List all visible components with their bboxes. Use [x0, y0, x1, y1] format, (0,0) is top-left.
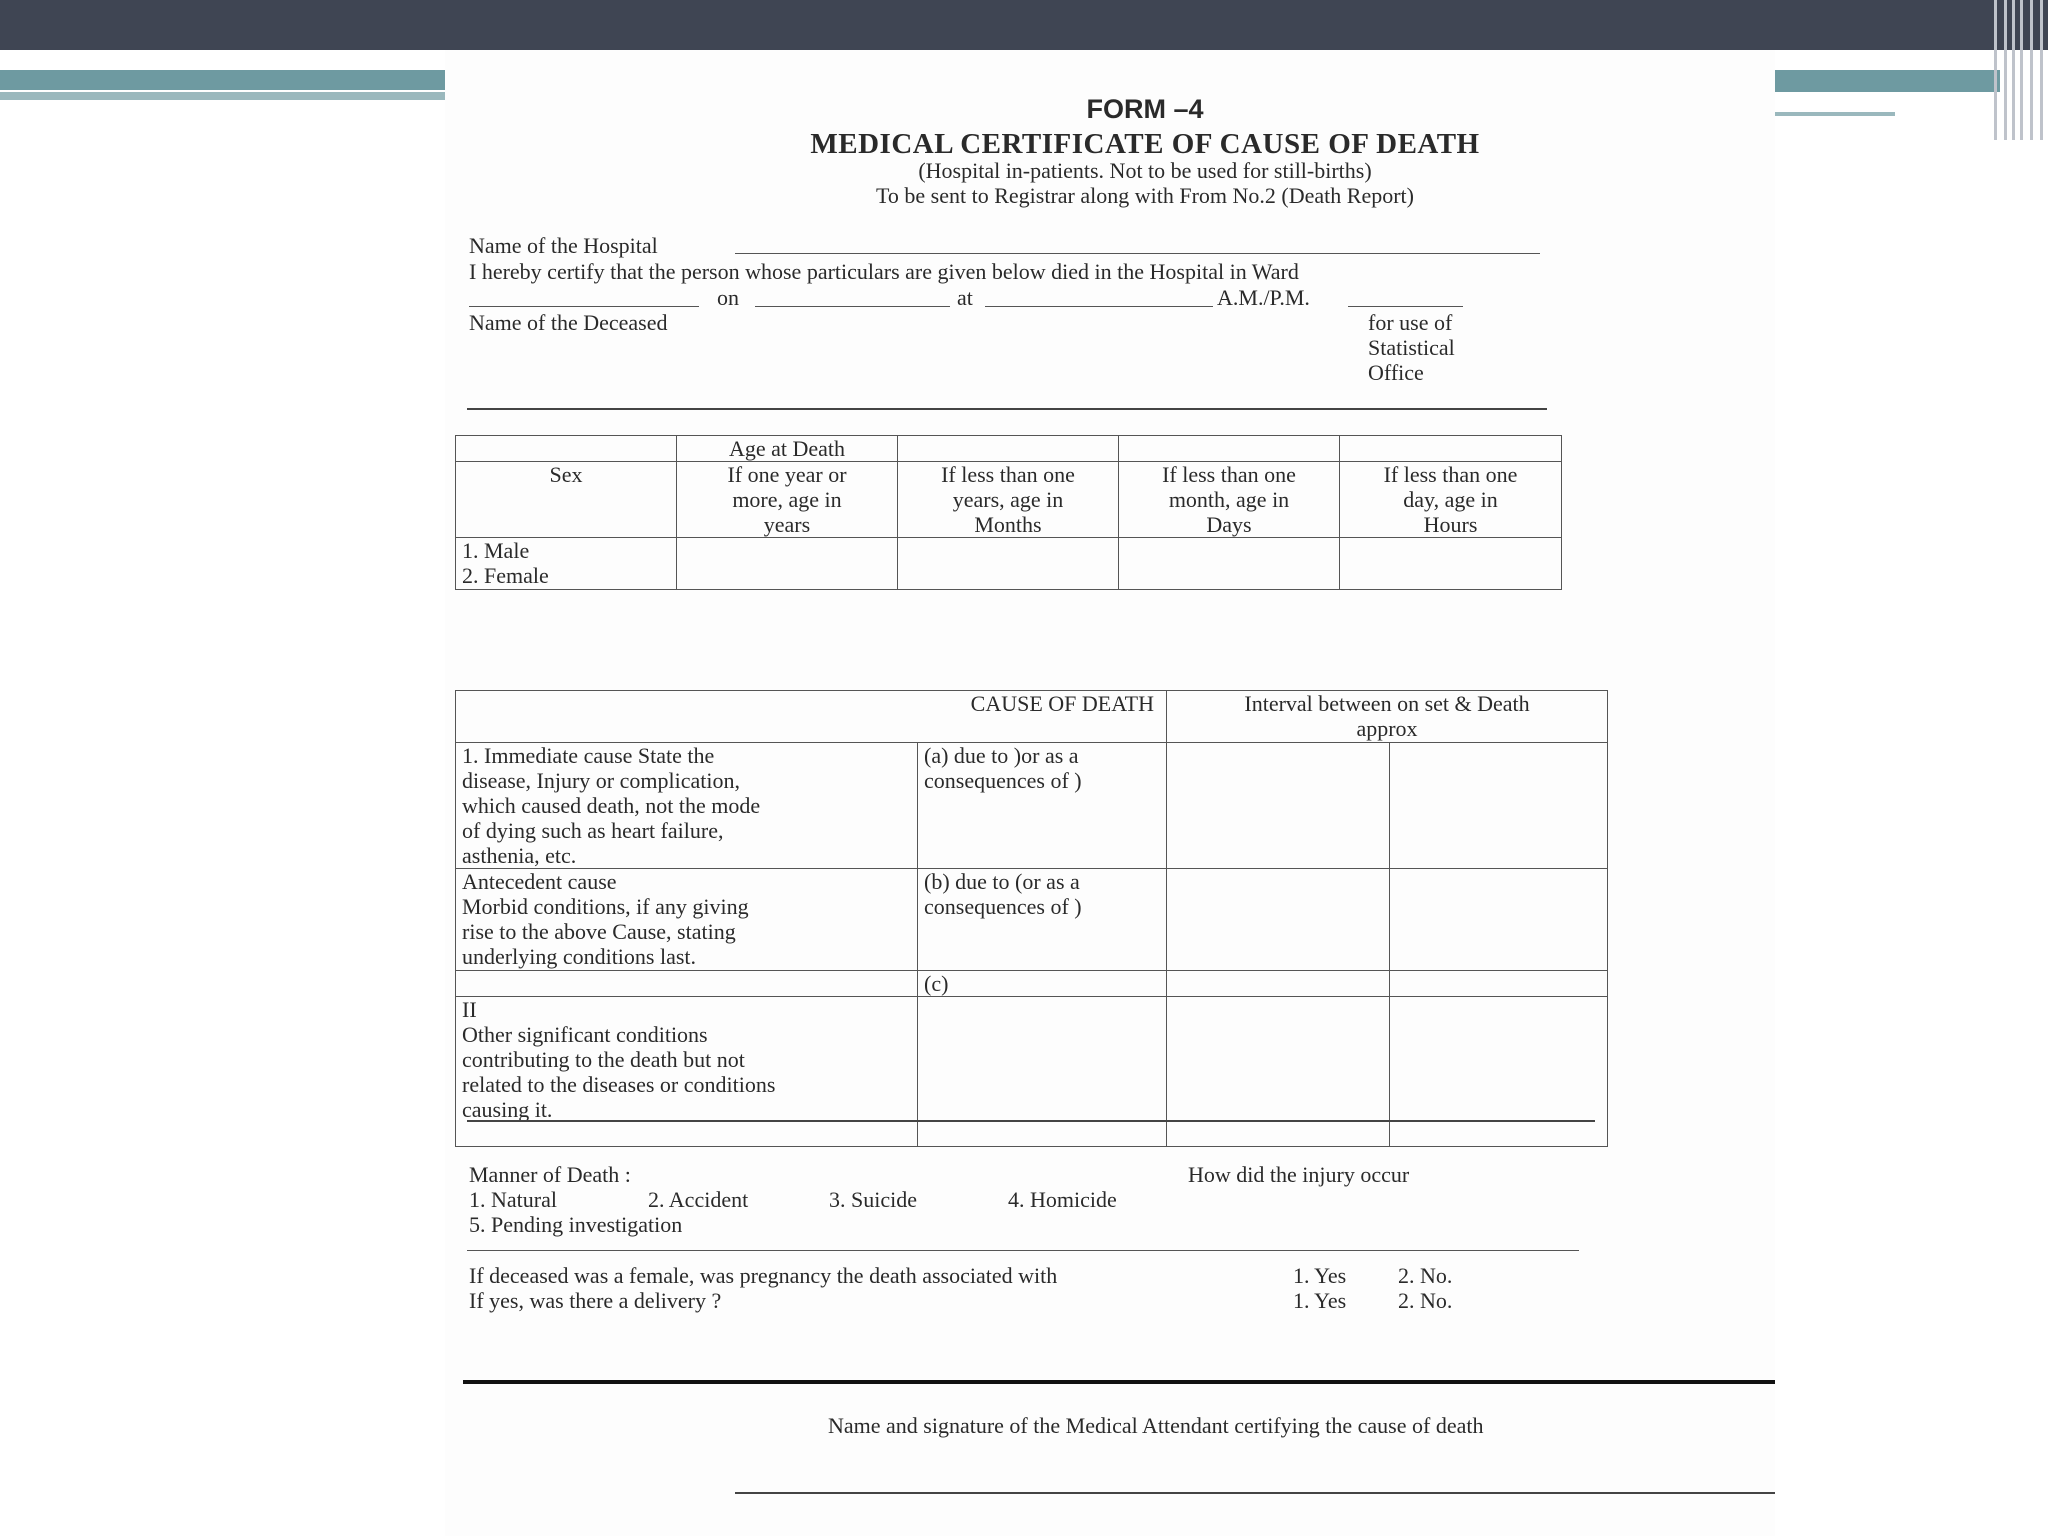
manner-option-homicide[interactable]: 4. Homicide	[1008, 1187, 1117, 1212]
delivery-no-option[interactable]: 2. No.	[1398, 1288, 1453, 1313]
interval-c-field[interactable]	[1167, 971, 1390, 997]
signature-field[interactable]	[735, 1492, 1775, 1494]
age-years-field[interactable]	[677, 538, 898, 590]
due-to-b-field[interactable]: (b) due to (or as a consequences of )	[918, 869, 1167, 971]
pregnancy-question: If deceased was a female, was pregnancy the death associated with	[469, 1263, 1058, 1288]
age-days-field[interactable]	[1119, 538, 1340, 590]
deceased-name-field[interactable]	[467, 408, 1547, 410]
due-to-a-field[interactable]: (a) due to )or as a consequences of )	[918, 743, 1167, 869]
interval-b-extra-field[interactable]	[1390, 869, 1608, 971]
ampm-field[interactable]	[1348, 306, 1463, 307]
pregnancy-no-option[interactable]: 2. No.	[1398, 1263, 1453, 1288]
form-subtitle: (Hospital in-patients. Not to be used for still-births)	[918, 158, 1372, 183]
stat-office-line-1: for use of	[1368, 310, 1453, 335]
stat-office-line-3: Office	[1368, 360, 1424, 385]
form-title: MEDICAL CERTIFICATE OF CAUSE OF DEATH	[810, 128, 1480, 160]
immediate-cause-label: 1. Immediate cause State the disease, Injury or complication, which caused death, not the mode of dying such as heart failure, asthenia, etc.	[456, 743, 918, 869]
on-label: on	[717, 285, 739, 310]
delivery-question: If yes, was there a delivery ?	[469, 1288, 722, 1313]
pregnancy-yes-option[interactable]: 1. Yes	[1293, 1263, 1347, 1288]
cause-of-death-header: CAUSE OF DEATH	[456, 691, 1167, 743]
hospital-name-label: Name of the Hospital	[469, 233, 658, 258]
manner-option-pending[interactable]: 5. Pending investigation	[469, 1212, 683, 1237]
age-at-death-table	[455, 435, 1562, 590]
col-header-days: If less than one month, age in Days	[1119, 462, 1340, 538]
injury-occur-label: How did the injury occur	[1188, 1162, 1410, 1187]
hospital-name-field[interactable]	[735, 253, 1540, 254]
sex-option-male: 1. Male	[462, 538, 530, 563]
other-interval-field[interactable]	[1167, 997, 1390, 1147]
date-field[interactable]	[755, 306, 950, 307]
other-conditions-label: II Other significant conditions contributing to the death but not related to the diseases or conditions causing it.	[456, 997, 918, 1147]
certify-text: I hereby certify that the person whose particulars are given below died in the Hospital in Ward	[469, 259, 1299, 284]
signature-rule-top	[463, 1380, 1775, 1384]
age-months-field[interactable]	[898, 538, 1119, 590]
form-page	[445, 50, 1775, 1536]
signature-label: Name and signature of the Medical Attendant certifying the cause of death	[828, 1413, 1484, 1438]
sex-header: Sex	[456, 462, 677, 538]
slide-accent-bar-left	[0, 70, 445, 90]
manner-option-accident[interactable]: 2. Accident	[648, 1187, 749, 1212]
delivery-yes-option[interactable]: 1. Yes	[1293, 1288, 1347, 1313]
interval-c-extra-field[interactable]	[1390, 971, 1608, 997]
section-divider	[467, 1120, 1595, 1122]
time-field[interactable]	[985, 306, 1213, 307]
form-number: FORM –4	[1086, 94, 1204, 124]
ampm-label: A.M./P.M.	[1217, 285, 1310, 310]
slide-decorative-stripes	[1990, 0, 2048, 140]
interval-b-field[interactable]	[1167, 869, 1390, 971]
other-conditions-field[interactable]	[918, 997, 1167, 1147]
slide-accent-bar-right	[1775, 70, 2000, 92]
manner-option-suicide[interactable]: 3. Suicide	[829, 1187, 917, 1212]
deceased-name-label: Name of the Deceased	[469, 310, 668, 335]
slide-accent-line-left	[0, 92, 445, 100]
age-header-empty-cell	[456, 436, 677, 462]
manner-option-natural[interactable]: 1. Natural	[469, 1187, 557, 1212]
injury-description-field[interactable]	[467, 1250, 1579, 1251]
age-hours-field[interactable]	[1340, 538, 1562, 590]
stat-office-line-2: Statistical	[1368, 335, 1455, 360]
interval-header: Interval between on set & Death approx	[1167, 691, 1608, 743]
other-interval-extra-field[interactable]	[1390, 997, 1608, 1147]
age-at-death-header: Age at Death	[677, 436, 898, 462]
due-to-c-field[interactable]: (c)	[918, 971, 1167, 997]
sex-options-cell[interactable]	[456, 538, 677, 590]
slide-top-bar	[0, 0, 2048, 50]
interval-a-extra-field[interactable]	[1390, 743, 1608, 869]
at-label: at	[957, 285, 973, 310]
ward-field[interactable]	[469, 306, 699, 307]
col-header-years: If one year or more, age in years	[677, 462, 898, 538]
cause-of-death-table	[455, 690, 1608, 1147]
sex-option-female: 2. Female	[462, 563, 549, 588]
col-header-months: If less than one years, age in Months	[898, 462, 1119, 538]
interval-a-field[interactable]	[1167, 743, 1390, 869]
col-header-hours: If less than one day, age in Hours	[1340, 462, 1562, 538]
manner-of-death-label: Manner of Death :	[469, 1162, 631, 1187]
form-note: To be sent to Registrar along with From No.2 (Death Report)	[876, 183, 1414, 208]
antecedent-cause-label: Antecedent cause Morbid conditions, if any giving rise to the above Cause, stating underlying conditions last.	[456, 869, 918, 971]
